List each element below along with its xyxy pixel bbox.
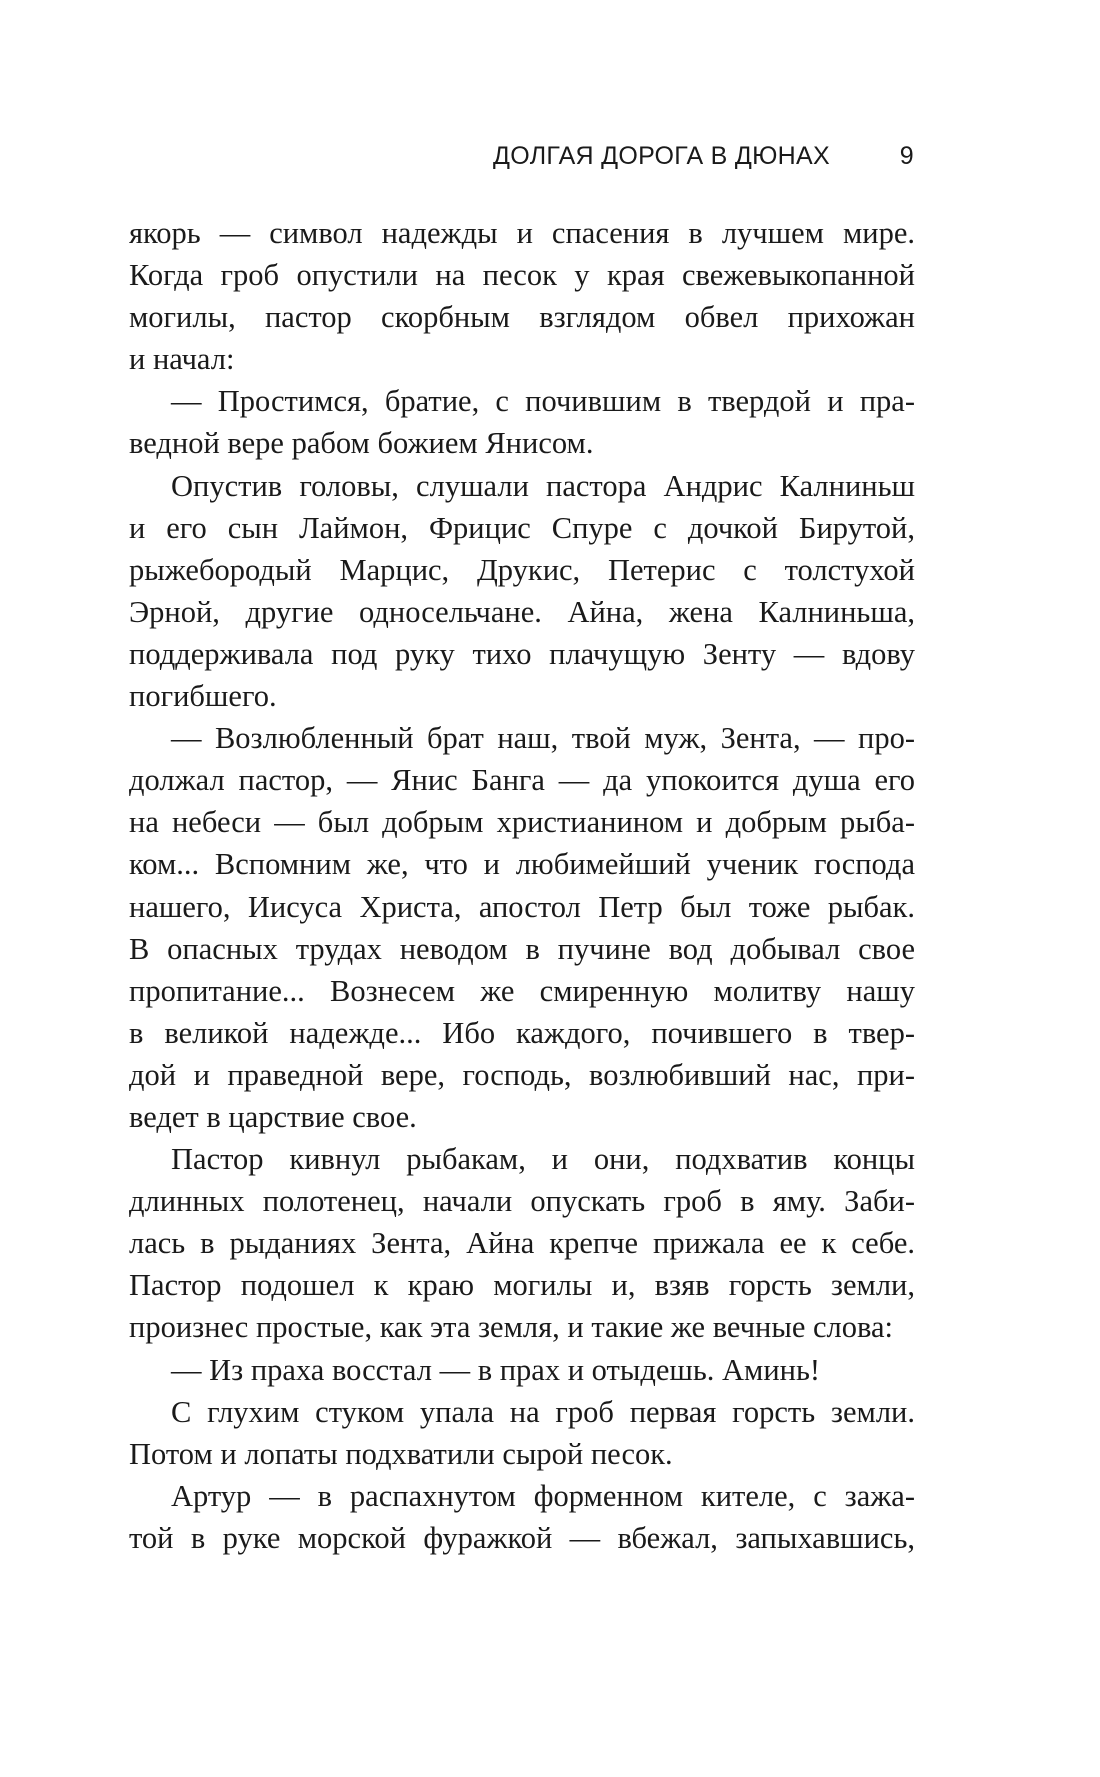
- text-line: Когда гроб опустили на песок у края свежевыкопанной: [129, 258, 915, 293]
- text-line: нашего, Иисуса Христа, апостол Петр был тоже рыбак.: [129, 889, 915, 924]
- body-text: [129, 212, 915, 1559]
- text-line: В опасных трудах неводом в пучине вод добывал свое: [129, 931, 915, 966]
- text-line: дой и праведной вере, господь, возлюбивший нас, при-: [129, 1057, 915, 1092]
- text-line: ведной вере рабом божием Янисом.: [129, 426, 594, 461]
- text-line: Пастор подошел к краю могилы и, взяв горсть земли,: [129, 1268, 915, 1303]
- text-line: могилы, пастор скорбным взглядом обвел прихожан: [129, 300, 915, 335]
- text-line: длинных полотенец, начали опускать гроб в яму. Заби-: [129, 1184, 915, 1219]
- text-line: Артур — в распахнутом форменном кителе, с зажа-: [171, 1478, 915, 1513]
- running-title: ДОЛГАЯ ДОРОГА В ДЮНАХ: [493, 142, 830, 170]
- text-line: якорь — символ надежды и спасения в лучшем мире.: [129, 216, 915, 250]
- running-header: [130, 136, 914, 176]
- text-line: ведет в царствие свое.: [129, 1099, 417, 1134]
- text-line: Пастор кивнул рыбакам, и они, подхватив концы: [171, 1142, 915, 1177]
- text-line: пропитание... Вознесем же смиренную молитву нашу: [129, 973, 915, 1008]
- text-line: — Из праха восстал — в прах и отыдешь. Аминь!: [171, 1352, 821, 1387]
- text-line: произнес простые, как эта земля, и такие же вечные слова:: [129, 1310, 894, 1345]
- text-line: ком... Вспомним же, что и любимейший ученик господа: [129, 847, 915, 882]
- text-line: лась в рыданиях Зента, Айна крепче прижала ее к себе.: [129, 1226, 915, 1261]
- text-line: должал пастор, — Янис Банга — да упокоится душа его: [129, 763, 915, 798]
- text-line: рыжебородый Марцис, Друкис, Петерис с толстухой: [129, 552, 915, 587]
- text-line: С глухим стуком упала на гроб первая горсть земли.: [171, 1394, 915, 1429]
- text-line: на небеси — был добрым христианином и добрым рыба-: [129, 805, 915, 840]
- page-number: 9: [899, 142, 914, 170]
- text-line: — Возлюбленный брат наш, твой муж, Зента, — про-: [171, 721, 915, 756]
- text-line: Опустив головы, слушали пастора Андрис Калниньш: [171, 468, 915, 503]
- text-line: и начал:: [129, 342, 235, 377]
- text-line: той в руке морской фуражкой — вбежал, запыхавшись,: [129, 1520, 915, 1555]
- text-line: Эрной, другие односельчане. Айна, жена Калниньша,: [129, 594, 915, 629]
- text-line: и его сын Лаймон, Фрицис Спуре с дочкой Бирутой,: [129, 510, 915, 545]
- text-line: в великой надежде... Ибо каждого, почившего в твер-: [129, 1015, 915, 1050]
- text-line: Потом и лопаты подхватили сырой песок.: [129, 1436, 673, 1471]
- text-line: погибшего.: [129, 679, 277, 714]
- text-line: — Простимся, братие, с почившим в твердой и пра-: [171, 384, 915, 419]
- text-line: поддерживала под руку тихо плачущую Зенту — вдову: [129, 636, 915, 671]
